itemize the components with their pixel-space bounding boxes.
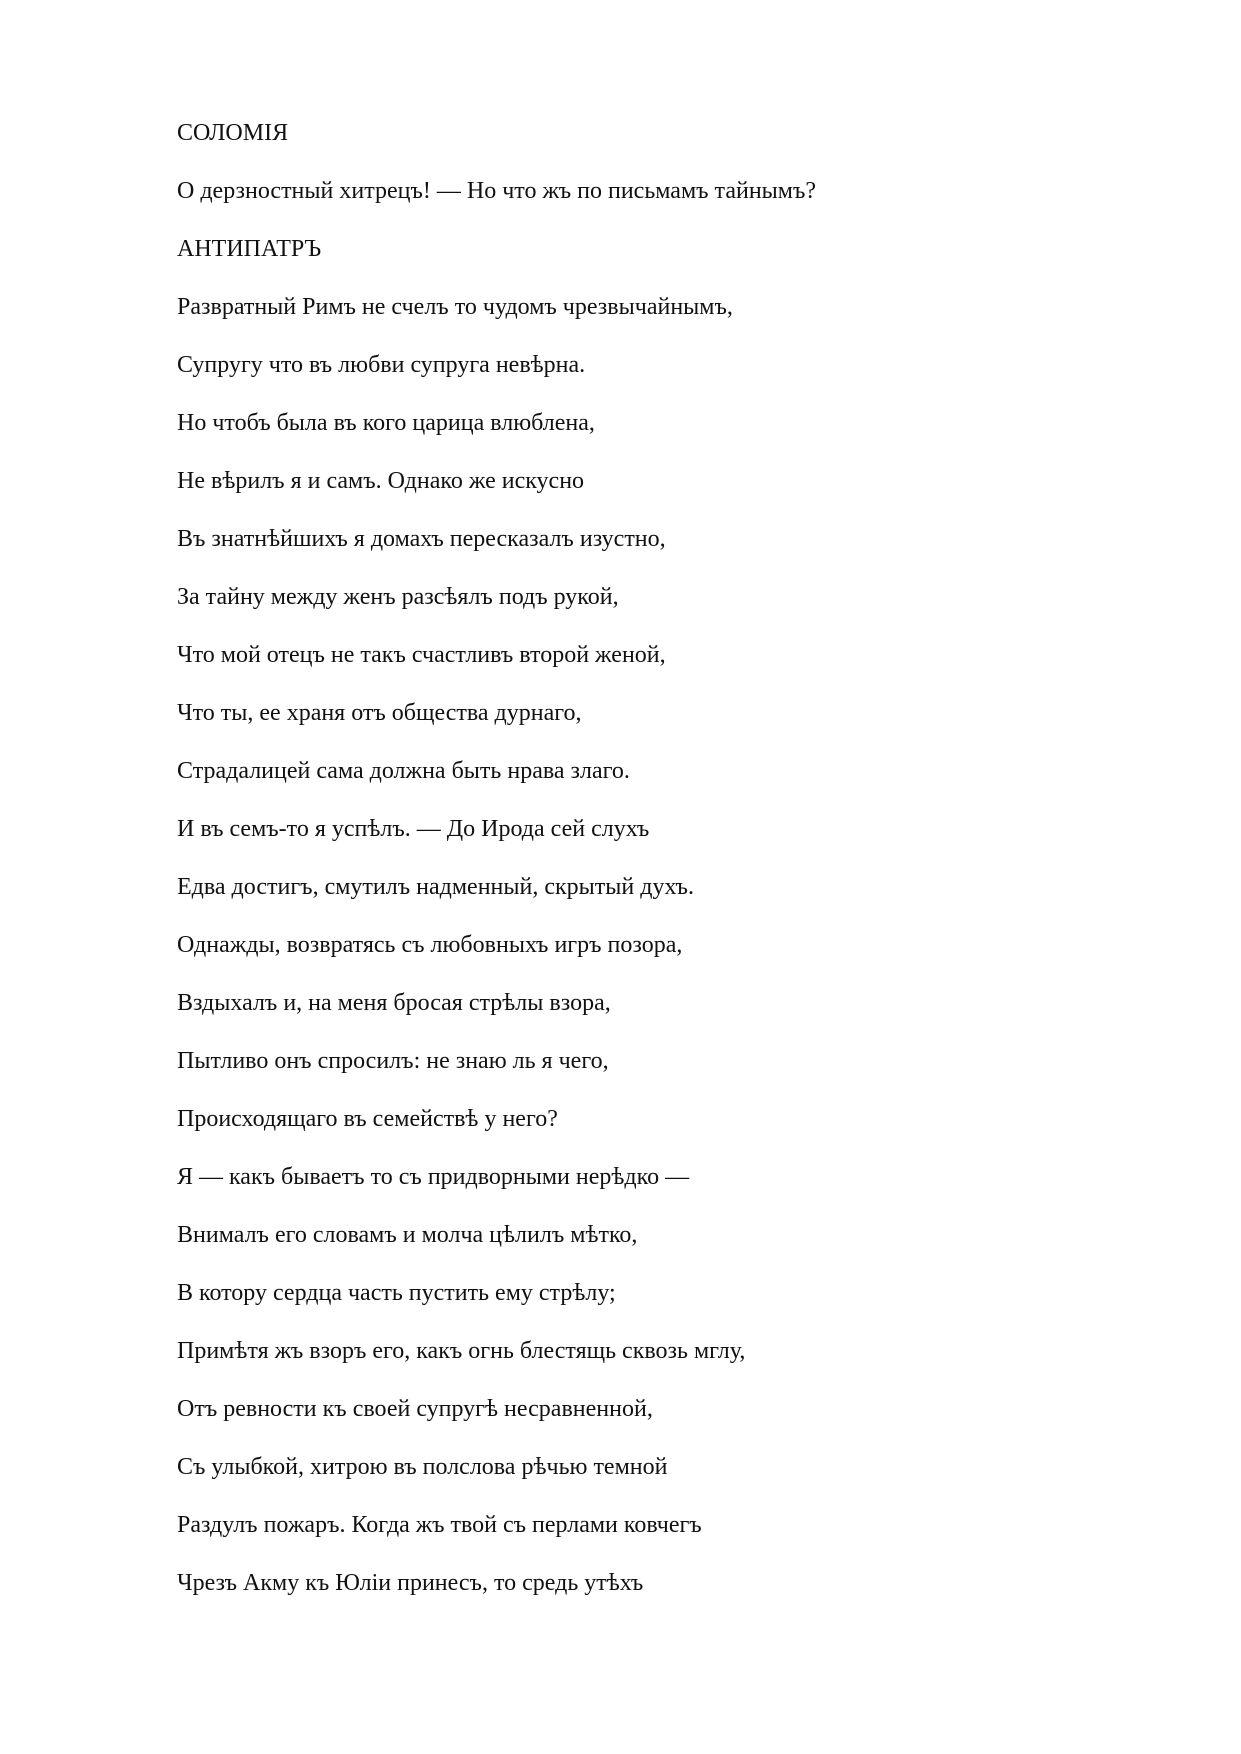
verse-line: Едва достигъ, смутилъ надменный, скрытый духъ. [177,874,694,900]
verse-line: Супругу что въ любви супруга невѣрна. [177,352,586,378]
document-text [177,113,1137,1621]
verse-line: Но чтобъ была въ кого царица влюблена, [177,410,595,436]
verse-line: В котору сердца часть пустить ему стрѣлу; [177,1280,616,1306]
verse-line: Не вѣрилъ я и самъ. Однако же искусно [177,468,585,494]
verse-line: Внималъ его словамъ и молча цѣлилъ мѣтко, [177,1222,638,1248]
verse-line: Чрезъ Акму къ Юліи принесъ, то средь утѣхъ [177,1570,644,1596]
verse-line: Происходящаго въ семействѣ у него? [177,1106,558,1132]
verse-line: И въ семъ-то я успѣлъ. — До Ирода сей слухъ [177,816,650,842]
verse-line: Однажды, возвратясь съ любовныхъ игръ позора, [177,932,683,958]
verse-line: Отъ ревности къ своей супругѣ несравненной, [177,1396,653,1422]
verse-line: За тайну между женъ разсѣялъ подъ рукой, [177,584,619,610]
verse-line: Я — какъ бываетъ то съ придворными нерѣдко — [177,1164,690,1190]
speaker-name: АНТИПАТРЪ [177,236,322,262]
verse-line: Вздыхалъ и, на меня бросая стрѣлы взора, [177,990,611,1016]
verse-line: Примѣтя жъ взоръ его, какъ огнь блестящь сквозь мглу, [177,1338,746,1364]
verse-line: Въ знатнѣйшихъ я домахъ пересказалъ изустно, [177,526,666,552]
verse-line: Что мой отецъ не такъ счастливъ второй женой, [177,642,666,668]
verse-line: О дерзностный хитрецъ! — Но что жъ по письмамъ тайнымъ? [177,178,817,204]
verse-line: Съ улыбкой, хитрою въ полслова рѣчью темной [177,1454,668,1480]
verse-line: Что ты, ее храня отъ общества дурнаго, [177,700,582,726]
verse-line: Развратный Римъ не счелъ то чудомъ чрезвычайнымъ, [177,294,733,320]
speaker-name: СОЛОМІЯ [177,120,289,146]
verse-line: Пытливо онъ спросилъ: не знаю ль я чего, [177,1048,609,1074]
verse-line: Страдалицей сама должна быть нрава злаго. [177,758,630,784]
verse-line: Раздулъ пожаръ. Когда жъ твой съ перлами ковчегъ [177,1512,702,1538]
